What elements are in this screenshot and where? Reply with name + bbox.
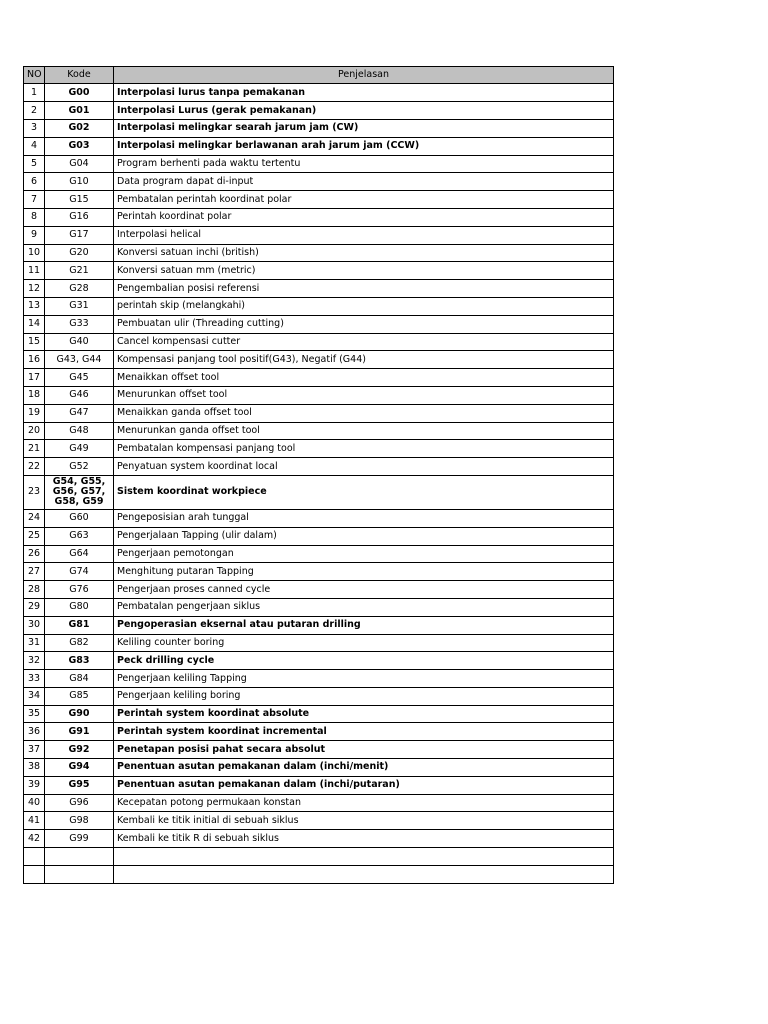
row-number: 25 [24, 527, 45, 545]
row-number: 32 [24, 652, 45, 670]
row-kode: G52 [45, 458, 114, 476]
row-kode: G60 [45, 509, 114, 527]
row-kode: G03 [45, 137, 114, 155]
row-penjelasan: Konversi satuan inchi (british) [114, 244, 614, 262]
table-row [24, 386, 614, 404]
row-number: 15 [24, 333, 45, 351]
row-penjelasan: Penyatuan system koordinat local [114, 458, 614, 476]
row-number: 31 [24, 634, 45, 652]
row-penjelasan: Pengembalian posisi referensi [114, 280, 614, 298]
row-penjelasan: perintah skip (melangkahi) [114, 297, 614, 315]
table-row [24, 812, 614, 830]
row-penjelasan: Menurunkan offset tool [114, 386, 614, 404]
table-row [24, 333, 614, 351]
table-row [24, 315, 614, 333]
row-number: 11 [24, 262, 45, 280]
table-row [24, 102, 614, 120]
row-kode: G20 [45, 244, 114, 262]
row-number: 22 [24, 458, 45, 476]
row-kode: G31 [45, 297, 114, 315]
header-no: NO [24, 67, 45, 84]
row-number: 18 [24, 386, 45, 404]
table-row [24, 155, 614, 173]
row-kode: G21 [45, 262, 114, 280]
row-kode: G96 [45, 794, 114, 812]
row-kode: G82 [45, 634, 114, 652]
row-number: 38 [24, 759, 45, 777]
row-kode: G95 [45, 776, 114, 794]
row-number: 14 [24, 315, 45, 333]
row-kode: G74 [45, 563, 114, 581]
table-row [24, 173, 614, 191]
row-number: 37 [24, 741, 45, 759]
row-penjelasan: Pengerjaan keliling boring [114, 687, 614, 705]
row-number: 39 [24, 776, 45, 794]
row-kode: G83 [45, 652, 114, 670]
table-row [24, 634, 614, 652]
row-penjelasan: Pengeposisian arah tunggal [114, 509, 614, 527]
row-penjelasan: Cancel kompensasi cutter [114, 333, 614, 351]
row-number: 12 [24, 280, 45, 298]
row-kode: G63 [45, 527, 114, 545]
table-row [24, 422, 614, 440]
row-penjelasan: Pengoperasian eksernal atau putaran drilling [114, 616, 614, 634]
row-kode: G92 [45, 741, 114, 759]
header-kode: Kode [45, 67, 114, 84]
table-row [24, 208, 614, 226]
row-kode: G54, G55, G56, G57, G58, G59 [45, 475, 114, 509]
row-kode: G16 [45, 208, 114, 226]
row-number: 20 [24, 422, 45, 440]
row-kode: G04 [45, 155, 114, 173]
row-number: 34 [24, 687, 45, 705]
row-number: 3 [24, 119, 45, 137]
table-row [24, 563, 614, 581]
row-number [24, 865, 45, 883]
row-penjelasan: Sistem koordinat workpiece [114, 475, 614, 509]
row-penjelasan: Kembali ke titik initial di sebuah siklus [114, 812, 614, 830]
row-kode: G80 [45, 598, 114, 616]
row-kode: G02 [45, 119, 114, 137]
row-kode: G49 [45, 440, 114, 458]
row-number: 16 [24, 351, 45, 369]
row-penjelasan: Pembuatan ulir (Threading cutting) [114, 315, 614, 333]
row-penjelasan: Penetapan posisi pahat secara absolut [114, 741, 614, 759]
row-penjelasan: Keliling counter boring [114, 634, 614, 652]
table-row [24, 191, 614, 209]
table-row [24, 794, 614, 812]
row-penjelasan: Perintah koordinat polar [114, 208, 614, 226]
row-number: 33 [24, 670, 45, 688]
table-row [24, 509, 614, 527]
row-number: 29 [24, 598, 45, 616]
row-kode: G33 [45, 315, 114, 333]
row-penjelasan: Pengerjalaan Tapping (ulir dalam) [114, 527, 614, 545]
row-penjelasan: Interpolasi melingkar berlawanan arah jarum jam (CCW) [114, 137, 614, 155]
table-row [24, 670, 614, 688]
row-penjelasan: Pembatalan pengerjaan siklus [114, 598, 614, 616]
table-row [24, 226, 614, 244]
table-row [24, 598, 614, 616]
table-row [24, 527, 614, 545]
row-kode [45, 848, 114, 866]
row-number: 7 [24, 191, 45, 209]
row-penjelasan: Peck drilling cycle [114, 652, 614, 670]
row-number: 24 [24, 509, 45, 527]
row-number: 19 [24, 404, 45, 422]
row-number: 10 [24, 244, 45, 262]
row-kode: G94 [45, 759, 114, 777]
row-kode: G98 [45, 812, 114, 830]
row-kode: G85 [45, 687, 114, 705]
row-number: 13 [24, 297, 45, 315]
row-penjelasan: Interpolasi helical [114, 226, 614, 244]
row-penjelasan: Pengerjaan proses canned cycle [114, 581, 614, 599]
row-penjelasan [114, 848, 614, 866]
empty-table-row [24, 848, 614, 866]
row-kode: G84 [45, 670, 114, 688]
row-penjelasan: Interpolasi Lurus (gerak pemakanan) [114, 102, 614, 120]
row-penjelasan: Data program dapat di-input [114, 173, 614, 191]
table-row [24, 244, 614, 262]
row-penjelasan: Program berhenti pada waktu tertentu [114, 155, 614, 173]
row-number: 26 [24, 545, 45, 563]
table-row [24, 440, 614, 458]
table-row [24, 369, 614, 387]
row-number: 30 [24, 616, 45, 634]
row-number: 5 [24, 155, 45, 173]
row-penjelasan: Menaikkan ganda offset tool [114, 404, 614, 422]
table-row [24, 475, 614, 509]
table-row [24, 404, 614, 422]
row-penjelasan: Konversi satuan mm (metric) [114, 262, 614, 280]
table-row [24, 581, 614, 599]
row-number: 4 [24, 137, 45, 155]
row-kode: G76 [45, 581, 114, 599]
table-row [24, 297, 614, 315]
row-kode: G99 [45, 830, 114, 848]
table-row [24, 351, 614, 369]
row-penjelasan: Interpolasi melingkar searah jarum jam (CW) [114, 119, 614, 137]
row-kode: G90 [45, 705, 114, 723]
table-body [24, 84, 614, 883]
row-penjelasan: Penentuan asutan pemakanan dalam (inchi/putaran) [114, 776, 614, 794]
row-kode: G40 [45, 333, 114, 351]
row-number: 42 [24, 830, 45, 848]
row-kode: G10 [45, 173, 114, 191]
table-row [24, 652, 614, 670]
table-row [24, 776, 614, 794]
row-kode: G17 [45, 226, 114, 244]
row-kode: G81 [45, 616, 114, 634]
row-number: 36 [24, 723, 45, 741]
table-row [24, 84, 614, 102]
row-penjelasan: Menaikkan offset tool [114, 369, 614, 387]
row-penjelasan: Pengerjaan keliling Tapping [114, 670, 614, 688]
gcode-table [23, 66, 614, 884]
row-kode: G46 [45, 386, 114, 404]
row-kode [45, 865, 114, 883]
row-penjelasan: Pembatalan kompensasi panjang tool [114, 440, 614, 458]
row-number: 6 [24, 173, 45, 191]
table-row [24, 759, 614, 777]
row-kode: G00 [45, 84, 114, 102]
row-number: 1 [24, 84, 45, 102]
table-row [24, 830, 614, 848]
row-kode: G43, G44 [45, 351, 114, 369]
row-penjelasan: Kompensasi panjang tool positif(G43), Negatif (G44) [114, 351, 614, 369]
row-penjelasan: Interpolasi lurus tanpa pemakanan [114, 84, 614, 102]
table-header-row [24, 67, 614, 84]
row-number: 41 [24, 812, 45, 830]
empty-table-row [24, 865, 614, 883]
row-penjelasan: Kembali ke titik R di sebuah siklus [114, 830, 614, 848]
header-penjelasan: Penjelasan [114, 67, 614, 84]
table-row [24, 545, 614, 563]
table-row [24, 458, 614, 476]
row-number: 27 [24, 563, 45, 581]
row-number: 9 [24, 226, 45, 244]
row-number: 2 [24, 102, 45, 120]
row-number: 21 [24, 440, 45, 458]
table-row [24, 705, 614, 723]
table-row [24, 262, 614, 280]
row-penjelasan: Menurunkan ganda offset tool [114, 422, 614, 440]
row-kode: G47 [45, 404, 114, 422]
row-kode: G15 [45, 191, 114, 209]
table-row [24, 119, 614, 137]
row-penjelasan: Kecepatan potong permukaan konstan [114, 794, 614, 812]
table-row [24, 616, 614, 634]
row-number: 8 [24, 208, 45, 226]
row-penjelasan: Perintah system koordinat incremental [114, 723, 614, 741]
row-kode: G91 [45, 723, 114, 741]
row-penjelasan: Penentuan asutan pemakanan dalam (inchi/menit) [114, 759, 614, 777]
table-row [24, 280, 614, 298]
row-number: 23 [24, 475, 45, 509]
table-row [24, 687, 614, 705]
row-penjelasan: Pengerjaan pemotongan [114, 545, 614, 563]
row-penjelasan: Menghitung putaran Tapping [114, 563, 614, 581]
row-number: 28 [24, 581, 45, 599]
row-kode: G45 [45, 369, 114, 387]
row-penjelasan: Perintah system koordinat absolute [114, 705, 614, 723]
row-kode: G48 [45, 422, 114, 440]
row-number: 17 [24, 369, 45, 387]
table-row [24, 723, 614, 741]
row-kode: G28 [45, 280, 114, 298]
row-number: 40 [24, 794, 45, 812]
row-penjelasan [114, 865, 614, 883]
table-row [24, 741, 614, 759]
row-number: 35 [24, 705, 45, 723]
row-penjelasan: Pembatalan perintah koordinat polar [114, 191, 614, 209]
row-kode: G64 [45, 545, 114, 563]
row-number [24, 848, 45, 866]
row-kode: G01 [45, 102, 114, 120]
table-row [24, 137, 614, 155]
